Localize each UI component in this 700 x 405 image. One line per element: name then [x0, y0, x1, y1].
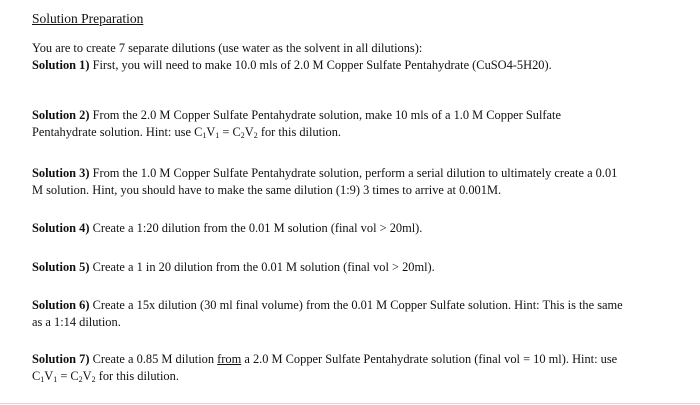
formula-c1v1-c2v2: $C_1V_1 = C_2V_2$: [194, 125, 258, 140]
solution-6: [32, 297, 682, 331]
solution-6-label: Solution 6): [32, 298, 90, 312]
solution-3-text-b: M solution. Hint, you should have to make the same dilution (1:9) 3 times to arrive at 0.001M.: [32, 183, 502, 197]
solution-5-label: Solution 5): [32, 260, 90, 274]
solution-2-text-a: From the 2.0 M Copper Sulfate Pentahydrate solution, make 10 mls of a 1.0 M Copper Sulfate: [89, 108, 561, 122]
solution-6-text-a: Create a 15x dilution (30 ml final volume) from the 0.01 M Copper Sulfate solution. Hint: This is the same: [89, 298, 623, 312]
intro-block: [32, 40, 682, 74]
solution-2-text-b: Pentahydrate solution. Hint: use: [32, 125, 195, 139]
solution-2-text-c: for this dilution.: [257, 125, 342, 139]
solution-3-text-a: From the 1.0 M Copper Sulfate Pentahydrate solution, perform a serial dilution to ultimately create a 0.01: [89, 166, 618, 180]
solution-6-text-b: as a 1:14 dilution.: [32, 315, 121, 329]
solution-3: [32, 165, 682, 199]
solution-2-label: Solution 2): [32, 108, 90, 122]
solution-1-label: Solution 1): [32, 58, 90, 72]
solution-4-text: Create a 1:20 dilution from the 0.01 M solution (final vol > 20ml).: [89, 221, 423, 235]
intro-text: You are to create 7 separate dilutions (use water as the solvent in all dilutions):: [32, 41, 423, 55]
solution-1-text: First, you will need to make 10.0 mls of 2.0 M Copper Sulfate Pentahydrate (CuSO4-5H20).: [89, 58, 552, 72]
solution-4-label: Solution 4): [32, 221, 90, 235]
solution-7-text-c: for this dilution.: [95, 369, 179, 383]
solution-7-text-a: Create a 0.85 M dilution: [89, 352, 218, 366]
solution-5: [32, 259, 682, 276]
bottom-divider: [0, 403, 700, 404]
solution-4: [32, 220, 682, 237]
solution-2: [32, 107, 682, 141]
solution-7: [32, 351, 682, 385]
solution-3-label: Solution 3): [32, 166, 90, 180]
page-title: Solution Preparation: [32, 11, 144, 26]
solution-7-from-underlined: from: [217, 352, 242, 366]
formula-c1v1-c2v2: $C_1V_1 = C_2V_2$: [32, 369, 96, 384]
solution-7-text-b: a 2.0 M Copper Sulfate Pentahydrate solution (final vol = 10 ml). Hint: use: [241, 352, 618, 366]
solution-7-label: Solution 7): [32, 352, 90, 366]
solution-5-text: Create a 1 in 20 dilution from the 0.01 M solution (final vol > 20ml).: [89, 260, 435, 274]
